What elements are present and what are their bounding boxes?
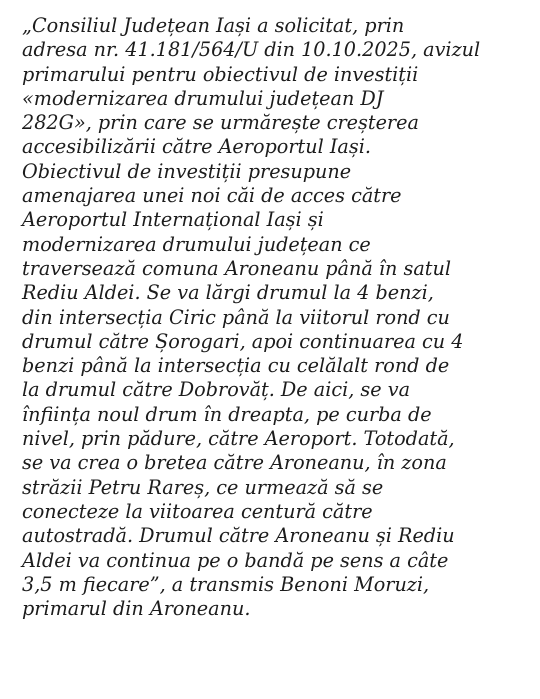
text-line: primarul din Aroneanu. <box>22 597 251 621</box>
text-line: modernizarea drumului județean ce <box>22 232 371 256</box>
text-line: Aldei va continua pe o bandă pe sens a câte <box>22 548 449 572</box>
text-line: nivel, prin pădure, către Aeroport. Totodată, <box>22 427 455 451</box>
text-line: conecteze la viitoarea centură către <box>22 499 373 523</box>
text-line: la drumul către Dobrovăț. De aici, se va <box>22 378 411 402</box>
text-line: „Consiliul Județean Iași a solicitat, prin <box>22 14 405 37</box>
text-line: înființa noul drum în dreapta, pe curba de <box>22 402 432 426</box>
text-line: traversează comuna Aroneanu până în satul <box>22 256 451 280</box>
text-line: 3,5 m fiecare”, a transmis Benoni Moruzi, <box>22 572 430 596</box>
text-line: străzii Petru Rareș, ce urmează să se <box>22 475 384 499</box>
text-line: adresa nr. 41.181/564/U din 10.10.2025, avizul <box>22 38 481 62</box>
text-line: benzi până la intersecția cu celălalt rond de <box>22 354 450 378</box>
text-line: «modernizarea drumului județean DJ <box>22 86 384 110</box>
text-line: primarului pentru obiectivul de investiții <box>22 62 419 86</box>
text-line: amenajarea unei noi căi de acces către <box>22 184 402 208</box>
text-line: Aeroportul Internațional Iași și <box>22 208 324 232</box>
text-line: din intersecția Ciric până la viitorul rond cu <box>22 305 450 329</box>
text-line: drumul către Șorogari, apoi continuarea cu 4 <box>22 329 464 353</box>
article-quote-paragraph <box>22 14 532 621</box>
text-line: se va crea o bretea către Aroneanu, în zona <box>22 451 447 475</box>
text-line: accesibilizării către Aeroportul Iași. <box>22 135 371 159</box>
text-line: autostradă. Drumul către Aroneanu și Rediu <box>22 524 455 548</box>
text-line: Obiectivul de investiții presupune <box>22 159 352 183</box>
text-line: 282G», prin care se urmărește creșterea <box>22 111 419 135</box>
text-line: Rediu Aldei. Se va lărgi drumul la 4 benzi, <box>22 281 434 305</box>
